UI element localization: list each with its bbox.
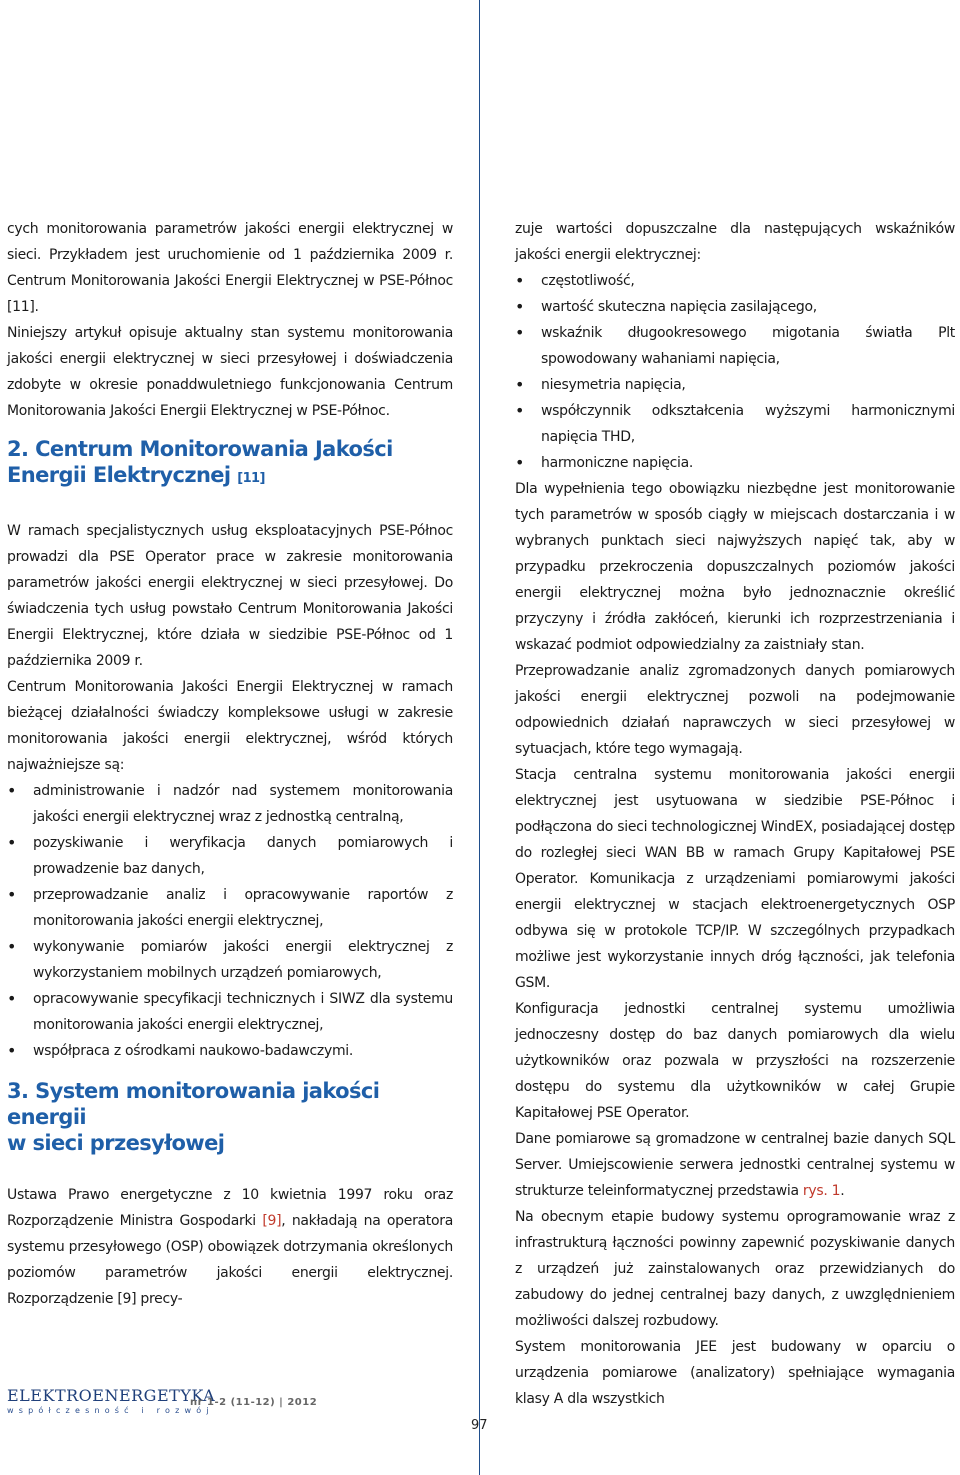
right-paragraph-5: Konfiguracja jednostki centralnej systemu umożliwia jednoczesny dostęp do baz danych pomiarowych dla wielu użytkowników oraz pozwala w przyszłości na rozszerzenie dostępu do systemu dla użytkowników w całej Grupie Kapitałowej PSE Operator. [515, 1001, 955, 1121]
left-paragraph-4: Centrum Monitorowania Jakości Energii Elektrycznej w ramach bieżącej działalności świadczy kompleksowe usługi w zakresie monitorowania jakości energii elektrycznej, wśród których najważniejsze są: [7, 679, 453, 773]
left-paragraph-5-text-b: , nakładają na operatora systemu przesyłowego (OSP) obowiązek dotrzymania określonych poziomów parametrów jakości energii elektrycznej. Rozporządzenie [9] precy- [7, 1213, 453, 1307]
list-item: • pozyskiwanie i weryfikacja danych pomiarowych i prowadzenie baz danych, [7, 830, 453, 882]
right-paragraph-6-text-a: Dane pomiarowe są gromadzone w centralnej bazie danych SQL Server. Umiejscowienie serwera jednostki centralnej systemu w strukturze teleinformatycznej przedstawia [515, 1131, 955, 1199]
column-divider-line [479, 0, 480, 1475]
reference-link-9[interactable]: [9] [262, 1213, 282, 1229]
list-item: • harmoniczne napięcia. [515, 450, 955, 476]
left-bullet-list [7, 778, 453, 1064]
right-paragraph-6-text-b: . [840, 1183, 845, 1199]
section-2-heading-text: 2. Centrum Monitorowania Jakości Energii Elektrycznej [7, 437, 393, 487]
left-paragraph-1: cych monitorowania parametrów jakości energii elektrycznej w sieci. Przykładem jest uruchomienie od 1 października 2009 r. Centrum Monitorowania Jakości Energii Elektrycznej w PSE-Północ [11]. [7, 221, 453, 315]
left-column [7, 216, 453, 1312]
right-paragraph-3: Przeprowadzanie analiz zgromadzonych danych pomiarowych jakości energii elektrycznej pozwoli na podejmowanie odpowiednich działań naprawczych w sieci przesyłowej w sytuacjach, które tego wymagają. [515, 663, 955, 757]
list-item: • współpraca z ośrodkami naukowo-badawczymi. [7, 1038, 453, 1064]
section-2-heading-ref: [11] [237, 471, 265, 486]
list-item: • administrowanie i nadzór nad systemem monitorowania jakości energii elektrycznej wraz z jednostką centralną, [7, 778, 453, 830]
section-2-heading [7, 436, 453, 492]
left-paragraph-3: W ramach specjalistycznych usług eksploatacyjnych PSE-Północ prowadzi dla PSE Operator prace w zakresie monitorowania parametrów jakości energii elektrycznej w sieci przesyłowej. Do świadczenia tych usług powstało Centrum Monitorowania Jakości Energii Elektrycznej, które działa w siedzibie PSE-Północ od 1 października 2009 r. [7, 523, 453, 669]
right-column [515, 216, 955, 1412]
left-paragraph-5 [7, 1182, 453, 1312]
section-3-heading-line1: 3. System monitorowania jakości energii [7, 1079, 380, 1129]
list-item: • niesymetria napięcia, [515, 372, 955, 398]
figure-reference-link[interactable]: rys. 1 [802, 1183, 841, 1199]
section-3-heading [7, 1078, 453, 1156]
right-paragraph-6 [515, 1126, 955, 1204]
right-paragraph-4: Stacja centralna systemu monitorowania jakości energii elektrycznej jest usytuowana w siedzibie PSE-Północ i podłączona do sieci technologicznej WindEX, posiadającej dostęp do rozległej sieci WAN BB w ramach Grupy Kapitałowej PSE Operator. Komunikacja z urządzeniami pomiarowymi jakości energii elektrycznej w stacjach elektroenergetycznych OSP odbywa się w protokole TCP/IP. W szczególnych przypadkach możliwe jest wykorzystanie innych dróg łączności, jak telefonia GSM. [515, 767, 955, 991]
list-item: • wskaźnik długookresowego migotania światła Plt spowodowany wahaniami napięcia, [515, 320, 955, 372]
left-paragraph-2: Niniejszy artykuł opisuje aktualny stan systemu monitorowania jakości energii elektrycznej w sieci przesyłowej i doświadczenia zdobyte w okresie ponaddwuletniego funkcjonowania Centrum Monitorowania Jakości Energii Elektrycznej w PSE-Północ. [7, 325, 453, 419]
left-paragraph-5-text-a: Ustawa Prawo energetyczne z 10 kwietnia 1997 roku oraz Rozporządzenie Ministra Gospodarki [7, 1187, 453, 1229]
right-paragraph-2: Dla wypełnienia tego obowiązku niezbędne jest monitorowanie tych parametrów w sposób ciągły w miejscach dostarczania i w wybranych punktach sieci najwyższych napięć tak, aby w przypadku przekroczenia dopuszczalnych poziomów jakości energii elektrycznej można było jednoznacznie określić przyczyny i źródła zakłóceń, kierunki ich rozprzestrzeniania i wskazać podmiot odpowiedzialny za zaistniały stan. [515, 481, 955, 653]
logo-title: ELEKTROENERGETYKA [7, 1386, 216, 1405]
logo-subtitle: współczesność i rozwój [7, 1406, 214, 1415]
page-number: 97 [471, 1418, 488, 1433]
right-paragraph-7: Na obecnym etapie budowy systemu oprogramowanie wraz z infrastrukturą łączności powinny zapewnić pozyskiwanie danych z urządzeń już zainstalowanych oraz przewidzianych do zabudowy do jednej centralnej bazy danych, z uwzględnieniem możliwości dalszej rozbudowy. [515, 1209, 955, 1329]
list-item: • przeprowadzanie analiz i opracowywanie raportów z monitorowania jakości energii elektrycznej, [7, 882, 453, 934]
right-bullet-list [515, 268, 955, 476]
right-paragraph-8: System monitorowania JEE jest budowany w oparciu o urządzenia pomiarowe (analizatory) spełniające wymagania klasy A dla wszystkich [515, 1339, 955, 1407]
list-item: • współczynnik odkształcenia wyższymi harmonicznymi napięcia THD, [515, 398, 955, 450]
list-item: • wartość skuteczna napięcia zasilającego, [515, 294, 955, 320]
list-item: • częstotliwość, [515, 268, 955, 294]
issue-info: nr 1-2 (11-12) | 2012 [190, 1397, 318, 1408]
section-3-heading-line2: w sieci przesyłowej [7, 1131, 225, 1155]
list-item: • opracowywanie specyfikacji technicznych i SIWZ dla systemu monitorowania jakości energii elektrycznej, [7, 986, 453, 1038]
list-item: • wykonywanie pomiarów jakości energii elektrycznej z wykorzystaniem mobilnych urządzeń pomiarowych, [7, 934, 453, 986]
right-paragraph-1: zuje wartości dopuszczalne dla następujących wskaźników jakości energii elektrycznej: [515, 221, 955, 263]
journal-logo [7, 1386, 215, 1416]
